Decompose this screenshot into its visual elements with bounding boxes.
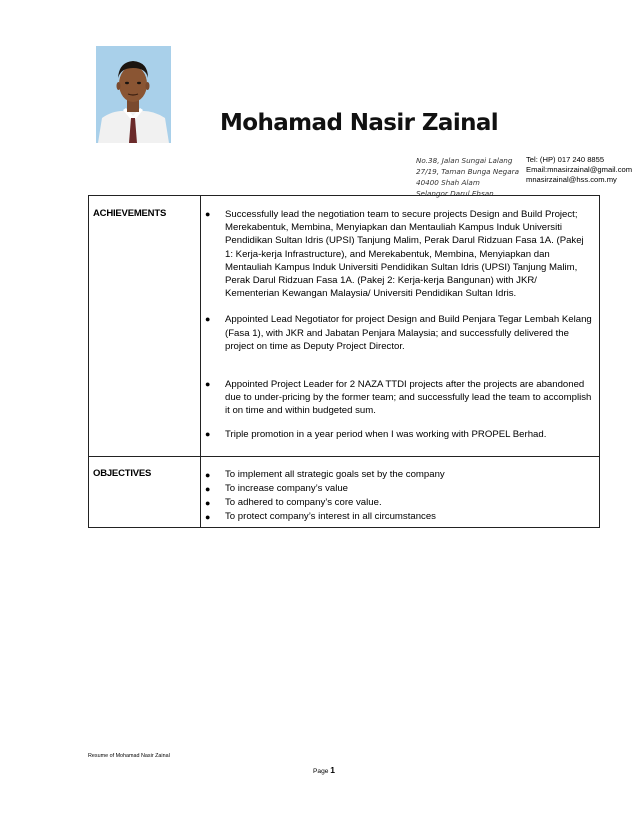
bullet-icon: ● — [205, 512, 211, 522]
address-line: No.38, Jalan Sungai Lalang — [416, 156, 513, 165]
page-number — [313, 765, 335, 775]
list-item — [205, 496, 593, 510]
section-divider — [200, 195, 201, 457]
email-text: mnasirzainal@hss.com.my — [526, 175, 617, 184]
achievement-text: Appointed Lead Negotiator for project Design and Build Penjara Tegar Lembah Kelang (Fasa 1), with JKR and Jabatan Penjara Malaysia; and successfully delivered the project on time as Deputy Project Director. — [225, 314, 592, 352]
bullet-icon: ● — [205, 484, 211, 494]
list-item — [205, 482, 593, 496]
list-item — [205, 313, 593, 353]
list-item — [205, 208, 593, 300]
profile-photo — [96, 46, 171, 143]
phone-text: Tel: (HP) 017 240 8855 — [526, 155, 605, 164]
bullet-icon: ● — [205, 428, 211, 439]
objective-text: To protect company’s interest in all circumstances — [225, 511, 436, 522]
bullet-icon: ● — [205, 379, 211, 390]
bullet-icon: ● — [205, 470, 211, 480]
contact-block — [526, 155, 632, 185]
address-line: Selangor Darul Ehsan. — [416, 189, 496, 198]
page-number-value: 1 — [330, 765, 335, 775]
bullet-icon: ● — [205, 314, 211, 325]
objectives-list — [205, 468, 593, 524]
address-line: 40400 Shah Alam — [416, 178, 480, 187]
section-divider — [200, 456, 201, 528]
page-label: Page — [313, 768, 329, 775]
bullet-icon: ● — [205, 498, 211, 508]
resume-name: Mohamad Nasir Zainal — [220, 110, 499, 136]
objective-text: To increase company’s value — [225, 483, 349, 494]
list-item — [205, 428, 593, 441]
objectives-title: OBJECTIVES — [93, 468, 152, 479]
achievement-text: Successfully lead the negotiation team to secure projects Design and Build Project; Merekabentuk, Membina, Menyiapkan dan Mentauliah Kampus Induk Universiti Pendidikan Sultan Idris (UPSI) Tanjung Malim, Perak Darul Ridzuan Fasa 1A. (Pakej 1: Kerja-kerja Infrastructure), and Merekabentuk, Membina, Menyiapkan dan Mentauliah Kampus Induk Universiti Pendidikan Sultan Idris (UPSI) Tanjung Malim, Perak Darul Ridzuan Fasa 1A. (Pakej 2: Kerja-kerja Bangunan) with JKR/ Kementerian Kewangan Malaysia/ Universiti Pendidikan Sultan Idris. — [225, 209, 584, 300]
objective-text: To implement all strategic goals set by the company — [225, 469, 445, 480]
footer-title: Resume of Mohamad Nasir Zainal — [88, 753, 170, 759]
achievements-list — [205, 208, 593, 441]
objective-text: To adhered to company’s core value. — [225, 497, 382, 508]
list-item — [205, 510, 593, 524]
list-item — [205, 378, 593, 418]
achievement-text: Appointed Project Leader for 2 NAZA TTDI projects after the projects are abandoned due to under-pricing by the former team; and successfully lead the team to accomplish it on time and within budgeted sum. — [225, 379, 592, 417]
achievement-text: Triple promotion in a year period when I was working with PROPEL Berhad. — [225, 428, 547, 440]
email-text: Email:mnasirzainal@gmail.com — [526, 165, 633, 174]
list-item — [205, 468, 593, 482]
address-line: 27/19, Taman Bunga Negara — [416, 167, 519, 176]
address-block — [416, 155, 524, 199]
achievements-title: ACHIEVEMENTS — [93, 208, 167, 219]
bullet-icon: ● — [205, 209, 211, 219]
person-portrait-icon — [96, 46, 171, 143]
